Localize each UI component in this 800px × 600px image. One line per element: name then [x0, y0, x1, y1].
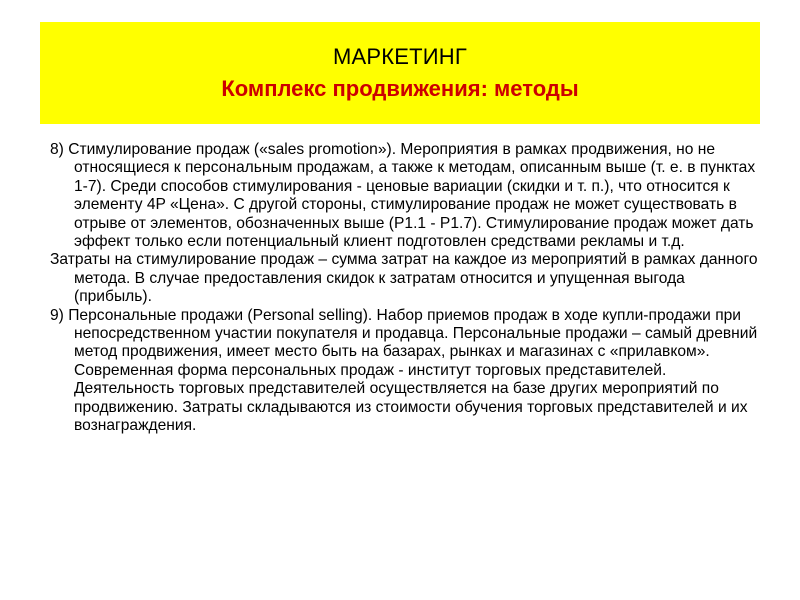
slide-body [50, 141, 762, 436]
paragraph-personal-selling: 9) Персональные продажи (Personal selling). Набор приемов продаж в ходе купли-продажи при непосредственном участии покупателя и продавца. Персональные продажи – самый древний метод продвижения, имеет место быть на базарах, рынках и магазинах с «прилавком». Современная форма персональных продаж - институт торговых представителей. Деятельность торговых представителей осуществляется на базе других мероприятий по продвижению. Затраты складываются из стоимости обучения торговых представителей и их вознаграждения. [50, 306, 758, 435]
paragraph-sales-promotion: 8) Стимулирование продаж («sales promotion»). Мероприятия в рамках продвижения, но не относящиеся к персональным продажам, а также к методам, описанным выше (т. е. в пунктах 1-7). Среди способов стимулирования - ценовые вариации (скидки и т. п.), что относится к элементу 4P «Цена». С другой стороны, стимулирование продаж не может существовать в отрыве от элементов, обозначенных выше (P1.1 - P1.7). Стимулирование продаж может дать эффект только если потенциальный клиент подготовлен средствами рекламы и т.д. [50, 141, 756, 251]
paragraph-sales-promotion-costs: Затраты на стимулирование продаж – сумма затрат на каждое из мероприятий в рамках данного метода. В случае предоставления скидок к затратам относится и упущенная выгода (прибыль). [50, 251, 758, 306]
slide-title: МАРКЕТИНГ [332, 44, 467, 69]
title-banner [40, 22, 760, 124]
slide-subtitle: Комплекс продвижения: методы [221, 76, 579, 101]
